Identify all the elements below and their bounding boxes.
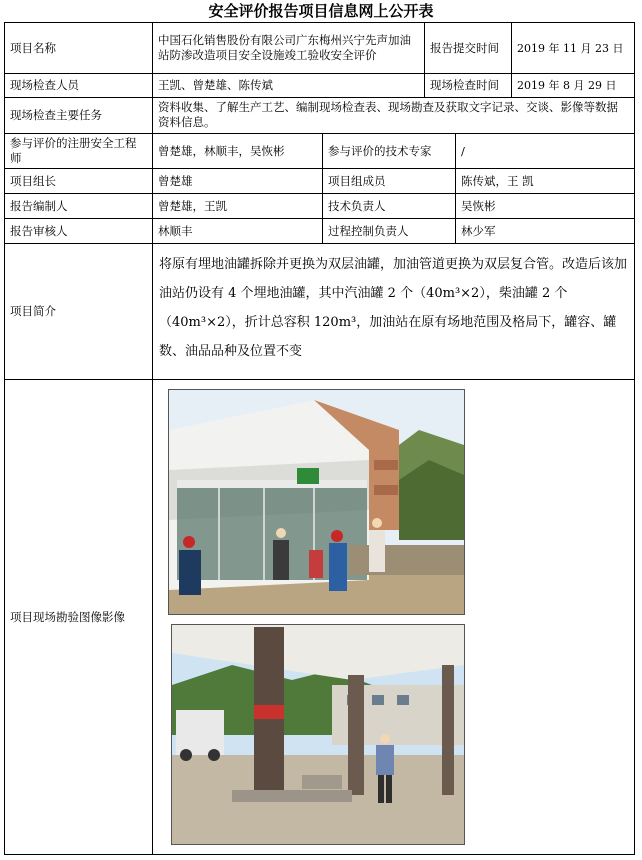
value-process-control: 林少军 — [455, 218, 635, 244]
label-members: 项目组成员 — [322, 168, 456, 194]
label-tech-lead: 技术负责人 — [322, 193, 456, 219]
label-author: 报告编制人 — [4, 193, 153, 219]
value-project-name: 中国石化销售股份有限公司广东梅州兴宁先声加油站防渗改造项目安全设施竣工验收安全评价 — [152, 22, 425, 74]
value-engineers: 曾楚雄，林顺丰，吴恢彬 — [152, 133, 323, 169]
label-project-name: 项目名称 — [4, 22, 153, 74]
page-title: 安全评价报告项目信息网上公开表 — [208, 2, 434, 20]
value-submit-time: 2019 年 11 月 23 日 — [511, 22, 635, 74]
site-photo-canopy-illustration — [172, 625, 464, 844]
label-engineers: 参与评价的注册安全工程师 — [4, 133, 153, 169]
value-leader: 曾楚雄 — [152, 168, 323, 194]
label-tasks: 现场检查主要任务 — [4, 97, 153, 134]
value-author: 曾楚雄，王凯 — [152, 193, 323, 219]
site-photo-building — [168, 389, 465, 615]
value-reviewer: 林顺丰 — [152, 218, 323, 244]
value-inspectors: 王凯、曾楚雄、陈传斌 — [152, 73, 425, 98]
label-inspectors: 现场检查人员 — [4, 73, 153, 98]
label-intro: 项目简介 — [4, 243, 153, 380]
label-inspection-time: 现场检查时间 — [424, 73, 512, 98]
label-leader: 项目组长 — [4, 168, 153, 194]
value-tasks: 资料收集、了解生产工艺、编制现场检查表、现场勘查及获取文字记录、交谈、影像等数据资料信息。 — [152, 97, 635, 134]
value-intro: 将原有埋地油罐拆除并更换为双层油罐，加油管道更换为双层复合管。改造后该加油站仍设有 4 个埋地油罐，其中汽油罐 2 个（40m³×2），柴油罐 2 个（40m³×2），折计总容积 120m³，加油站在原有场地范围及格局下，罐容、罐数、油品品种及位置不变 — [152, 243, 635, 380]
value-members: 陈传斌，王 凯 — [455, 168, 635, 194]
site-photo-canopy — [171, 624, 465, 845]
label-process-control: 过程控制负责人 — [322, 218, 456, 244]
label-submit-time: 报告提交时间 — [424, 22, 512, 74]
label-reviewer: 报告审核人 — [4, 218, 153, 244]
value-inspection-time: 2019 年 8 月 29 日 — [511, 73, 635, 98]
label-images: 项目现场勘验图像影像 — [4, 379, 153, 855]
value-tech-lead: 吴恢彬 — [455, 193, 635, 219]
label-experts: 参与评价的技术专家 — [322, 133, 456, 169]
site-photo-building-illustration — [169, 390, 464, 614]
value-experts: / — [455, 133, 635, 169]
